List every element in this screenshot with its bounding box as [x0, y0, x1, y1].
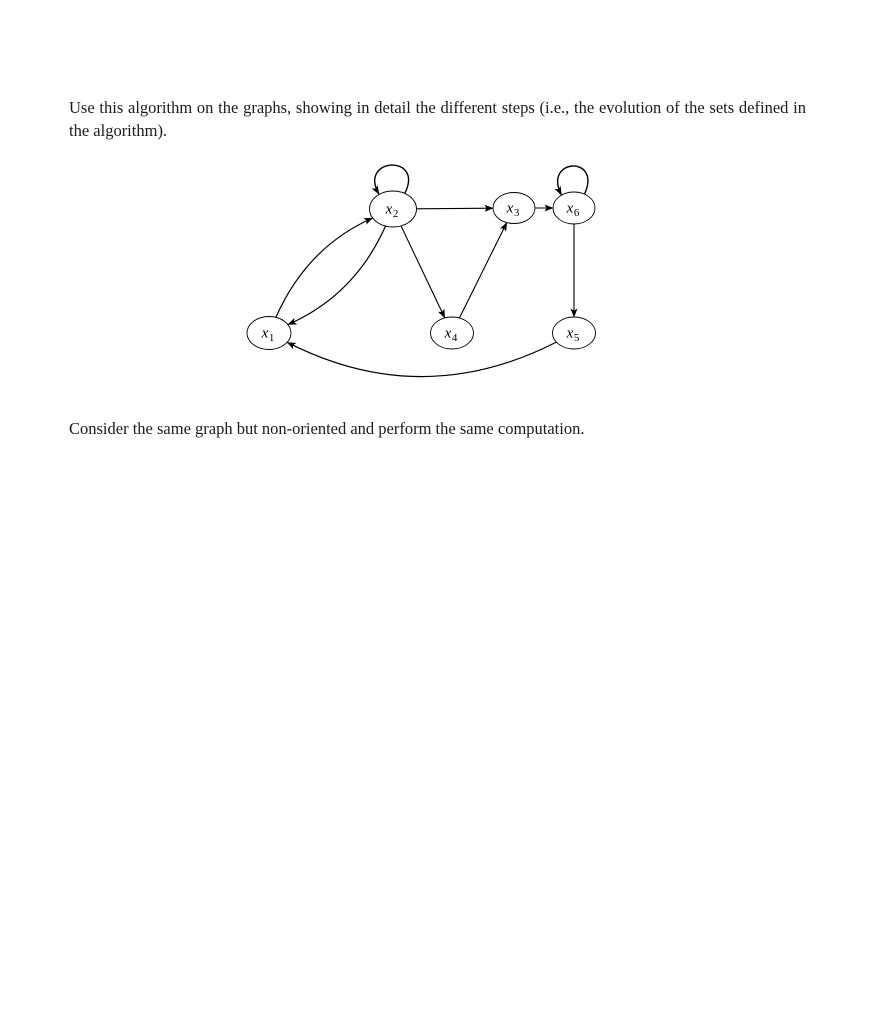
node-x2 — [370, 191, 417, 227]
node-label-x2: $x_2$ — [385, 201, 399, 220]
node-label-x4: $x_4$ — [444, 325, 458, 344]
node-label-x6: $x_6$ — [566, 200, 580, 219]
node-label-x1: $x_1$ — [261, 325, 275, 344]
node-x4 — [431, 317, 474, 349]
edge-x4-x3 — [459, 223, 506, 318]
edge-x6-self-loop — [558, 166, 588, 195]
graph-nodes-layer — [247, 191, 596, 350]
instruction-paragraph-top: Use this algorithm on the graphs, showing in detail the different steps (i.e., the evolution of the sets defined in the algorithm). — [69, 98, 806, 140]
node-x6 — [553, 192, 595, 224]
edge-x2-x4 — [401, 226, 445, 318]
node-x1 — [247, 317, 291, 350]
node-label-x3: $x_3$ — [506, 200, 520, 219]
edge-x2-self-loop — [375, 165, 409, 194]
node-x3 — [493, 193, 535, 224]
edge-x5-x1 — [287, 342, 556, 377]
graph-edges-layer — [276, 165, 588, 377]
node-x5 — [553, 317, 596, 349]
edge-x1-x2 — [276, 218, 373, 317]
node-label-x5: $x_5$ — [566, 325, 580, 344]
edge-x2-x1 — [288, 226, 386, 325]
instruction-paragraph-bottom: Consider the same graph but non-oriented and perform the same computation. — [69, 419, 585, 438]
edge-x2-x3 — [417, 208, 494, 209]
